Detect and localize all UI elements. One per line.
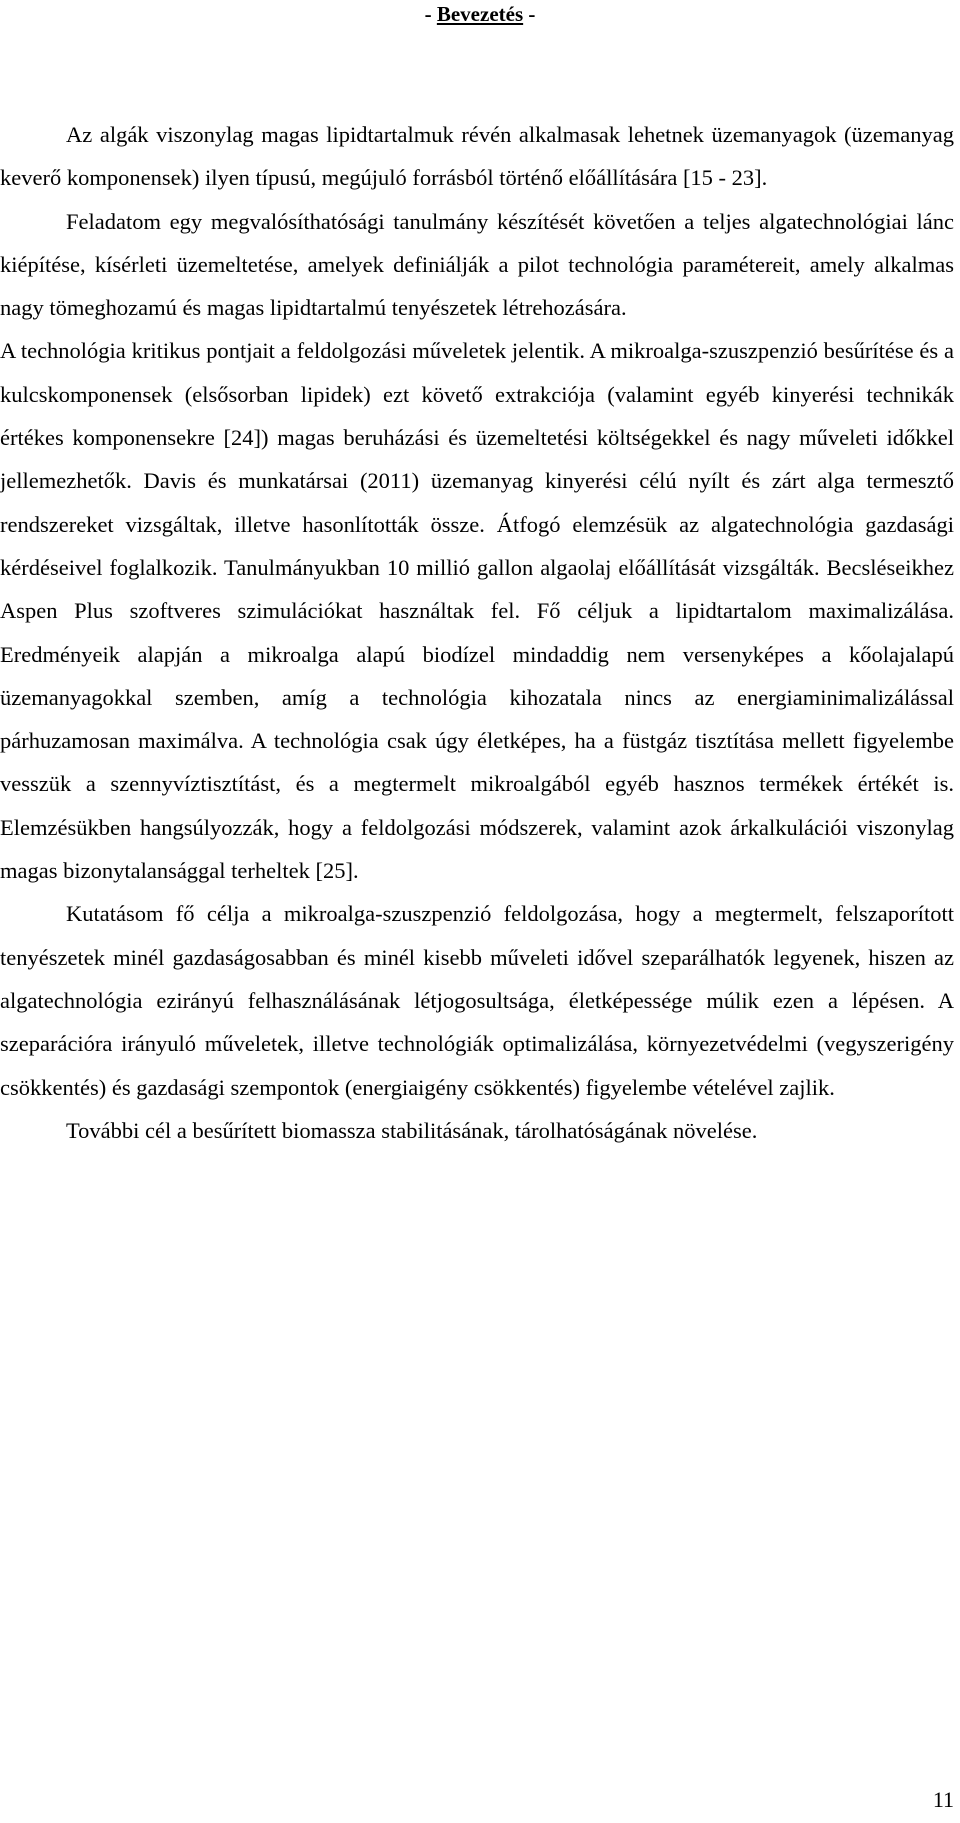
section-header bbox=[0, 0, 960, 28]
page-number: 11 bbox=[932, 1787, 954, 1812]
paragraph-3: A technológia kritikus pontjait a feldolgozási műveletek jelentik. A mikroalga-szuszpenzió besűrítése és a kulcskomponensek (elsősorban lipidek) ezt követő extrakciója (valamint egyéb kinyerési technikák értékes komponensekre [24]) magas beruházási és üzemeltetési költségekkel és nagy műveleti időkkel jellemezhetők. Davis és munkatársai (2011) üzemanyag kinyerési célú nyílt és zárt alga termesztő rendszereket vizsgáltak, illetve hasonlították össze. Átfogó elemzésük az algatechnológia gazdasági kérdéseivel foglalkozik. Tanulmányukban 10 millió gallon algaolaj előállítását vizsgálták. Becsléseikhez Aspen Plus szoftveres szimulációkat használtak fel. Fő céljuk a lipidtartalom maximalizálása. Eredményeik alapján a mikroalga alapú biodízel mindaddig nem versenyképes a kőolajalapú üzemanyagokkal szemben, amíg a technológia kihozatala nincs az energiaminimalizálással párhuzamosan maximálva. A technológia csak úgy életképes, ha a füstgáz tisztítása mellett figyelembe vesszük a szennyvíztisztítást, és a megtermelt mikroalgából egyéb hasznos termékek értékét is. Elemzésükben hangsúlyozzák, hogy a feldolgozási módszerek, valamint azok árkalkulációi viszonylag magas bizonytalansággal terheltek [25]. bbox=[0, 338, 954, 884]
paragraph-4: Kutatásom fő célja a mikroalga-szuszpenzió feldolgozása, hogy a megtermelt, felszaporított tenyészetek minél gazdaságosabban és minél kisebb műveleti idővel szeparálhatók legyenek, hiszen az algatechnológia ezirányú felhasználásának létjogosultsága, életképessége múlik ezen a lépésen. A szeparációra irányuló műveletek, illetve technológiák optimalizálása, környezetvédelmi (vegyszerigény csökkentés) és gazdasági szempontok (energiaigény csökkentés) figyelembe vételével zajlik. bbox=[0, 901, 954, 1100]
header-prefix: - bbox=[424, 2, 437, 26]
paragraph-1: Az algák viszonylag magas lipidtartalmuk révén alkalmasak lehetnek üzemanyagok (üzemanyag keverő komponensek) ilyen típusú, megújuló forrásból történő előállítására [15 - 23]. bbox=[0, 122, 954, 191]
header-suffix: - bbox=[523, 2, 536, 26]
paragraph-5: További cél a besűrített biomassza stabilitásának, tárolhatóságának növelése. bbox=[66, 1117, 758, 1143]
body-text bbox=[0, 113, 954, 1152]
section-title: Bevezetés bbox=[436, 2, 524, 26]
paragraph-2: Feladatom egy megvalósíthatósági tanulmány készítését követően a teljes algatechnológiai lánc kiépítése, kísérleti üzemeltetése, amelyek definiálják a pilot technológia paramétereit, amely alkalmas nagy tömeghozamú és magas lipidtartalmú tenyészetek létrehozására. bbox=[0, 208, 954, 321]
